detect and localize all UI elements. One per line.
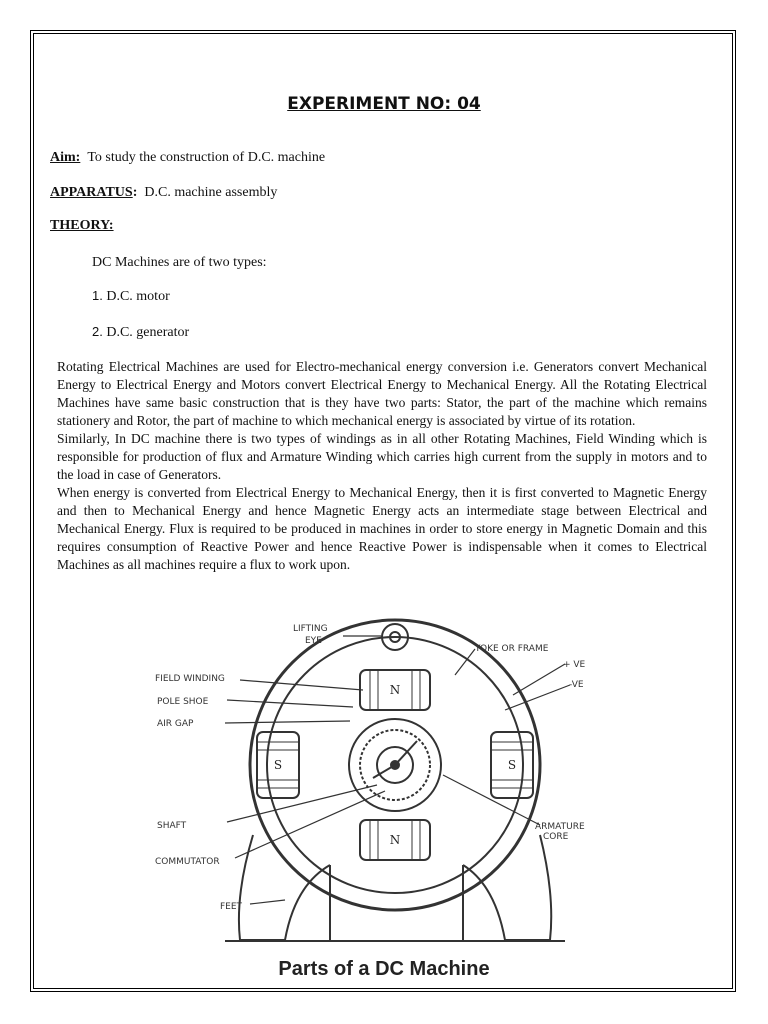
figure-caption: Parts of a DC Machine — [278, 958, 490, 980]
label-pole-shoe: POLE SHOE — [157, 697, 209, 707]
aim-text: To study the construction of D.C. machine — [87, 150, 326, 165]
types-intro: DC Machines are of two types: — [92, 255, 267, 270]
type-item-number: 2. — [92, 324, 103, 339]
label-lifting: LIFTING — [293, 624, 328, 634]
label-air-gap: AIR GAP — [157, 719, 194, 729]
right-foot-shape — [463, 835, 551, 940]
experiment-title: EXPERIMENT NO: 04 — [287, 94, 481, 114]
label-shaft: SHAFT — [157, 821, 187, 831]
label-minus-ve: -VE — [569, 680, 584, 690]
type-item-2 — [92, 324, 189, 341]
label-plus-ve: + VE — [563, 660, 586, 670]
label-commutator: COMMUTATOR — [155, 857, 220, 867]
apparatus-label: APPARATUS — [50, 185, 133, 200]
pole-label-top: N — [389, 683, 401, 697]
theory-paragraph: Similarly, In DC machine there is two types of windings as in all other Rotating Machines, Field Winding which is responsible for production of flux and Armature Winding which carries high current from the supply in motors and to the load in case of Generators. — [57, 431, 707, 482]
theory-body — [57, 358, 707, 574]
type-item-1 — [92, 288, 170, 305]
theory-paragraph: When energy is converted from Electrical Energy to Mechanical Energy, then it is first converted to Magnetic Energy and then to Mechanical Energy and hence Magnetic Energy acts an intermediate stage between Electrical and Mechanical Energy. Flux is required to be produced in machines in order to store energy in Magnetic Domain and this requires consumption of Reactive Power and hence Reactive Power is indispensable when it comes to Electrical Machines as all machines require a flux to work upon. — [57, 485, 707, 572]
label-yoke: YOKE OR FRAME — [475, 644, 549, 654]
label-armature: ARMATURE — [535, 822, 585, 832]
theory-heading — [50, 218, 114, 234]
pole-label-bottom: N — [389, 833, 401, 847]
label-core: CORE — [543, 832, 569, 842]
type-item-number: 1. — [92, 288, 103, 303]
pole-label-left: S — [273, 758, 283, 772]
label-eye: EYE — [305, 636, 322, 646]
pole-label-right: S — [507, 758, 517, 772]
apparatus-text: D.C. machine assembly — [144, 185, 278, 200]
aim-label: Aim: — [50, 150, 81, 165]
apparatus-line — [50, 185, 277, 201]
label-feet: FEET — [220, 902, 243, 912]
theory-paragraph: Rotating Electrical Machines are used for Electro-mechanical energy conversion i.e. Generators convert Mechanical Energy to Electrical Energy and Motors convert Electrical Energy to Mechanical Energy. All the Rotating Electrical Machines have same basic construction that is they have two parts: Stator, the part of the machine which remains stationery and Rotor, the part of machine to which mechanical energy is associated by virtue of its rotation. — [57, 359, 707, 428]
theory-label: THEORY: — [50, 218, 114, 233]
apparatus-separator: : — [132, 185, 138, 200]
dc-machine-diagram — [145, 615, 615, 960]
aim-line — [50, 150, 325, 166]
type-item-text: D.C. motor — [106, 289, 170, 304]
type-item-text: D.C. generator — [106, 325, 190, 340]
label-field-winding: FIELD WINDING — [155, 674, 225, 684]
